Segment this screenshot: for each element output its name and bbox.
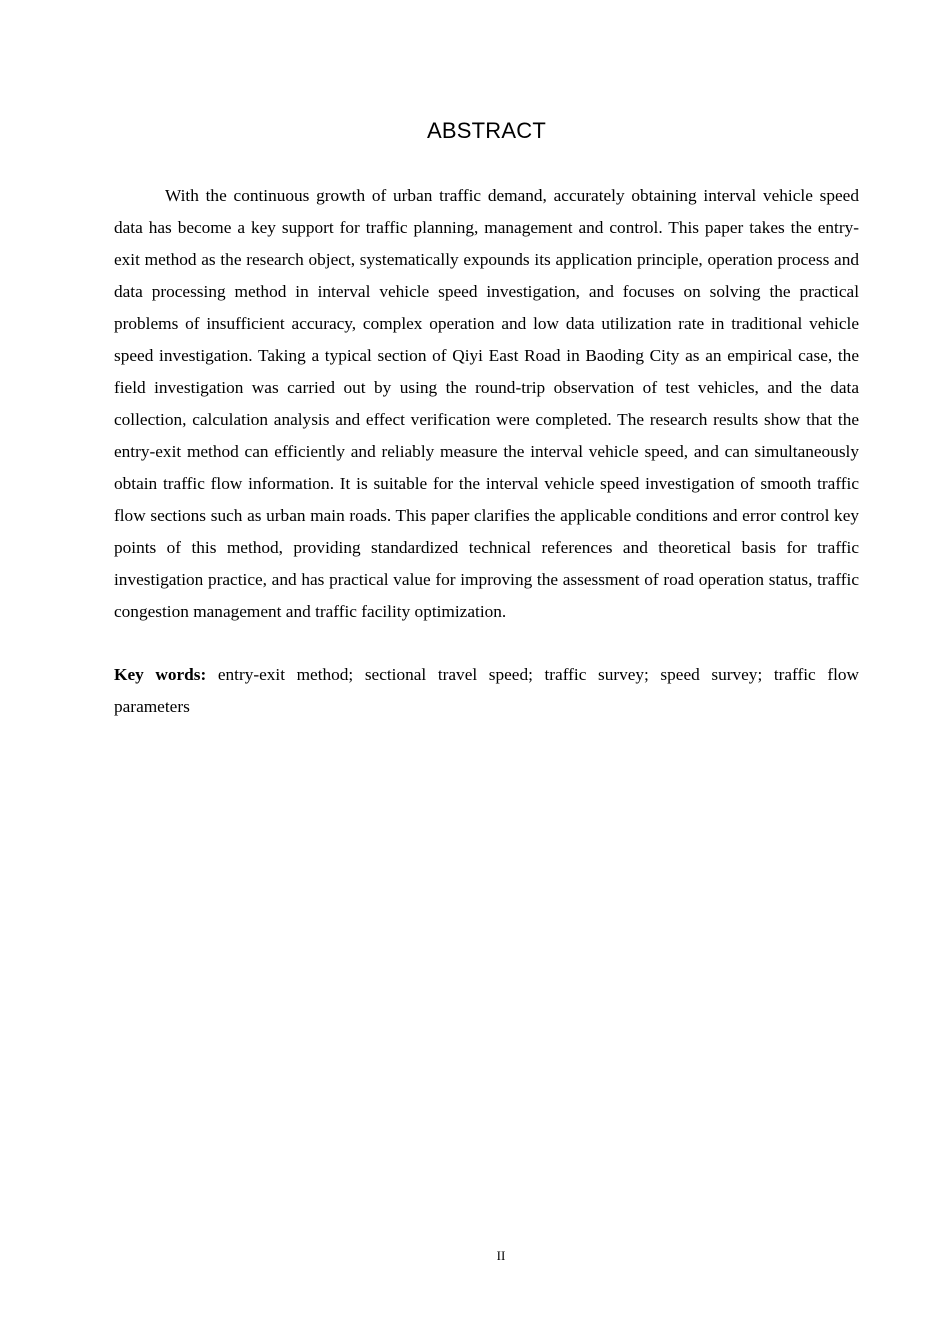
keywords-label: Key words:: [114, 665, 207, 684]
abstract-title: ABSTRACT: [427, 118, 546, 143]
keywords-line: [114, 659, 859, 723]
abstract-body: With the continuous growth of urban traffic demand, accurately obtaining interval vehicle speed data has become a key support for traffic planning, management and control. This paper takes the entry-exit method as the research object, systematically expounds its application principle, operation process and data processing method in interval vehicle speed investigation, and focuses on solving the practical problems of insufficient accuracy, complex operation and low data utilization rate in traditional vehicle speed investigation. Taking a typical section of Qiyi East Road in Baoding City as an empirical case, the field investigation was carried out by using the round-trip observation of test vehicles, and the data collection, calculation analysis and effect verification were completed. The research results show that the entry-exit method can efficiently and reliably measure the interval vehicle speed, and can simultaneously obtain traffic flow information. It is suitable for the interval vehicle speed investigation of smooth traffic flow sections such as urban main roads. This paper clarifies the applicable conditions and error control key points of this method, providing standardized technical references and theoretical basis for traffic investigation practice, and has practical value for improving the assessment of road operation status, traffic congestion management and traffic facility optimization.: [114, 186, 859, 621]
page-number: II: [496, 1248, 506, 1263]
keywords-text: entry-exit method; sectional travel speed; traffic survey; speed survey; traffic flow parameters: [114, 665, 859, 716]
